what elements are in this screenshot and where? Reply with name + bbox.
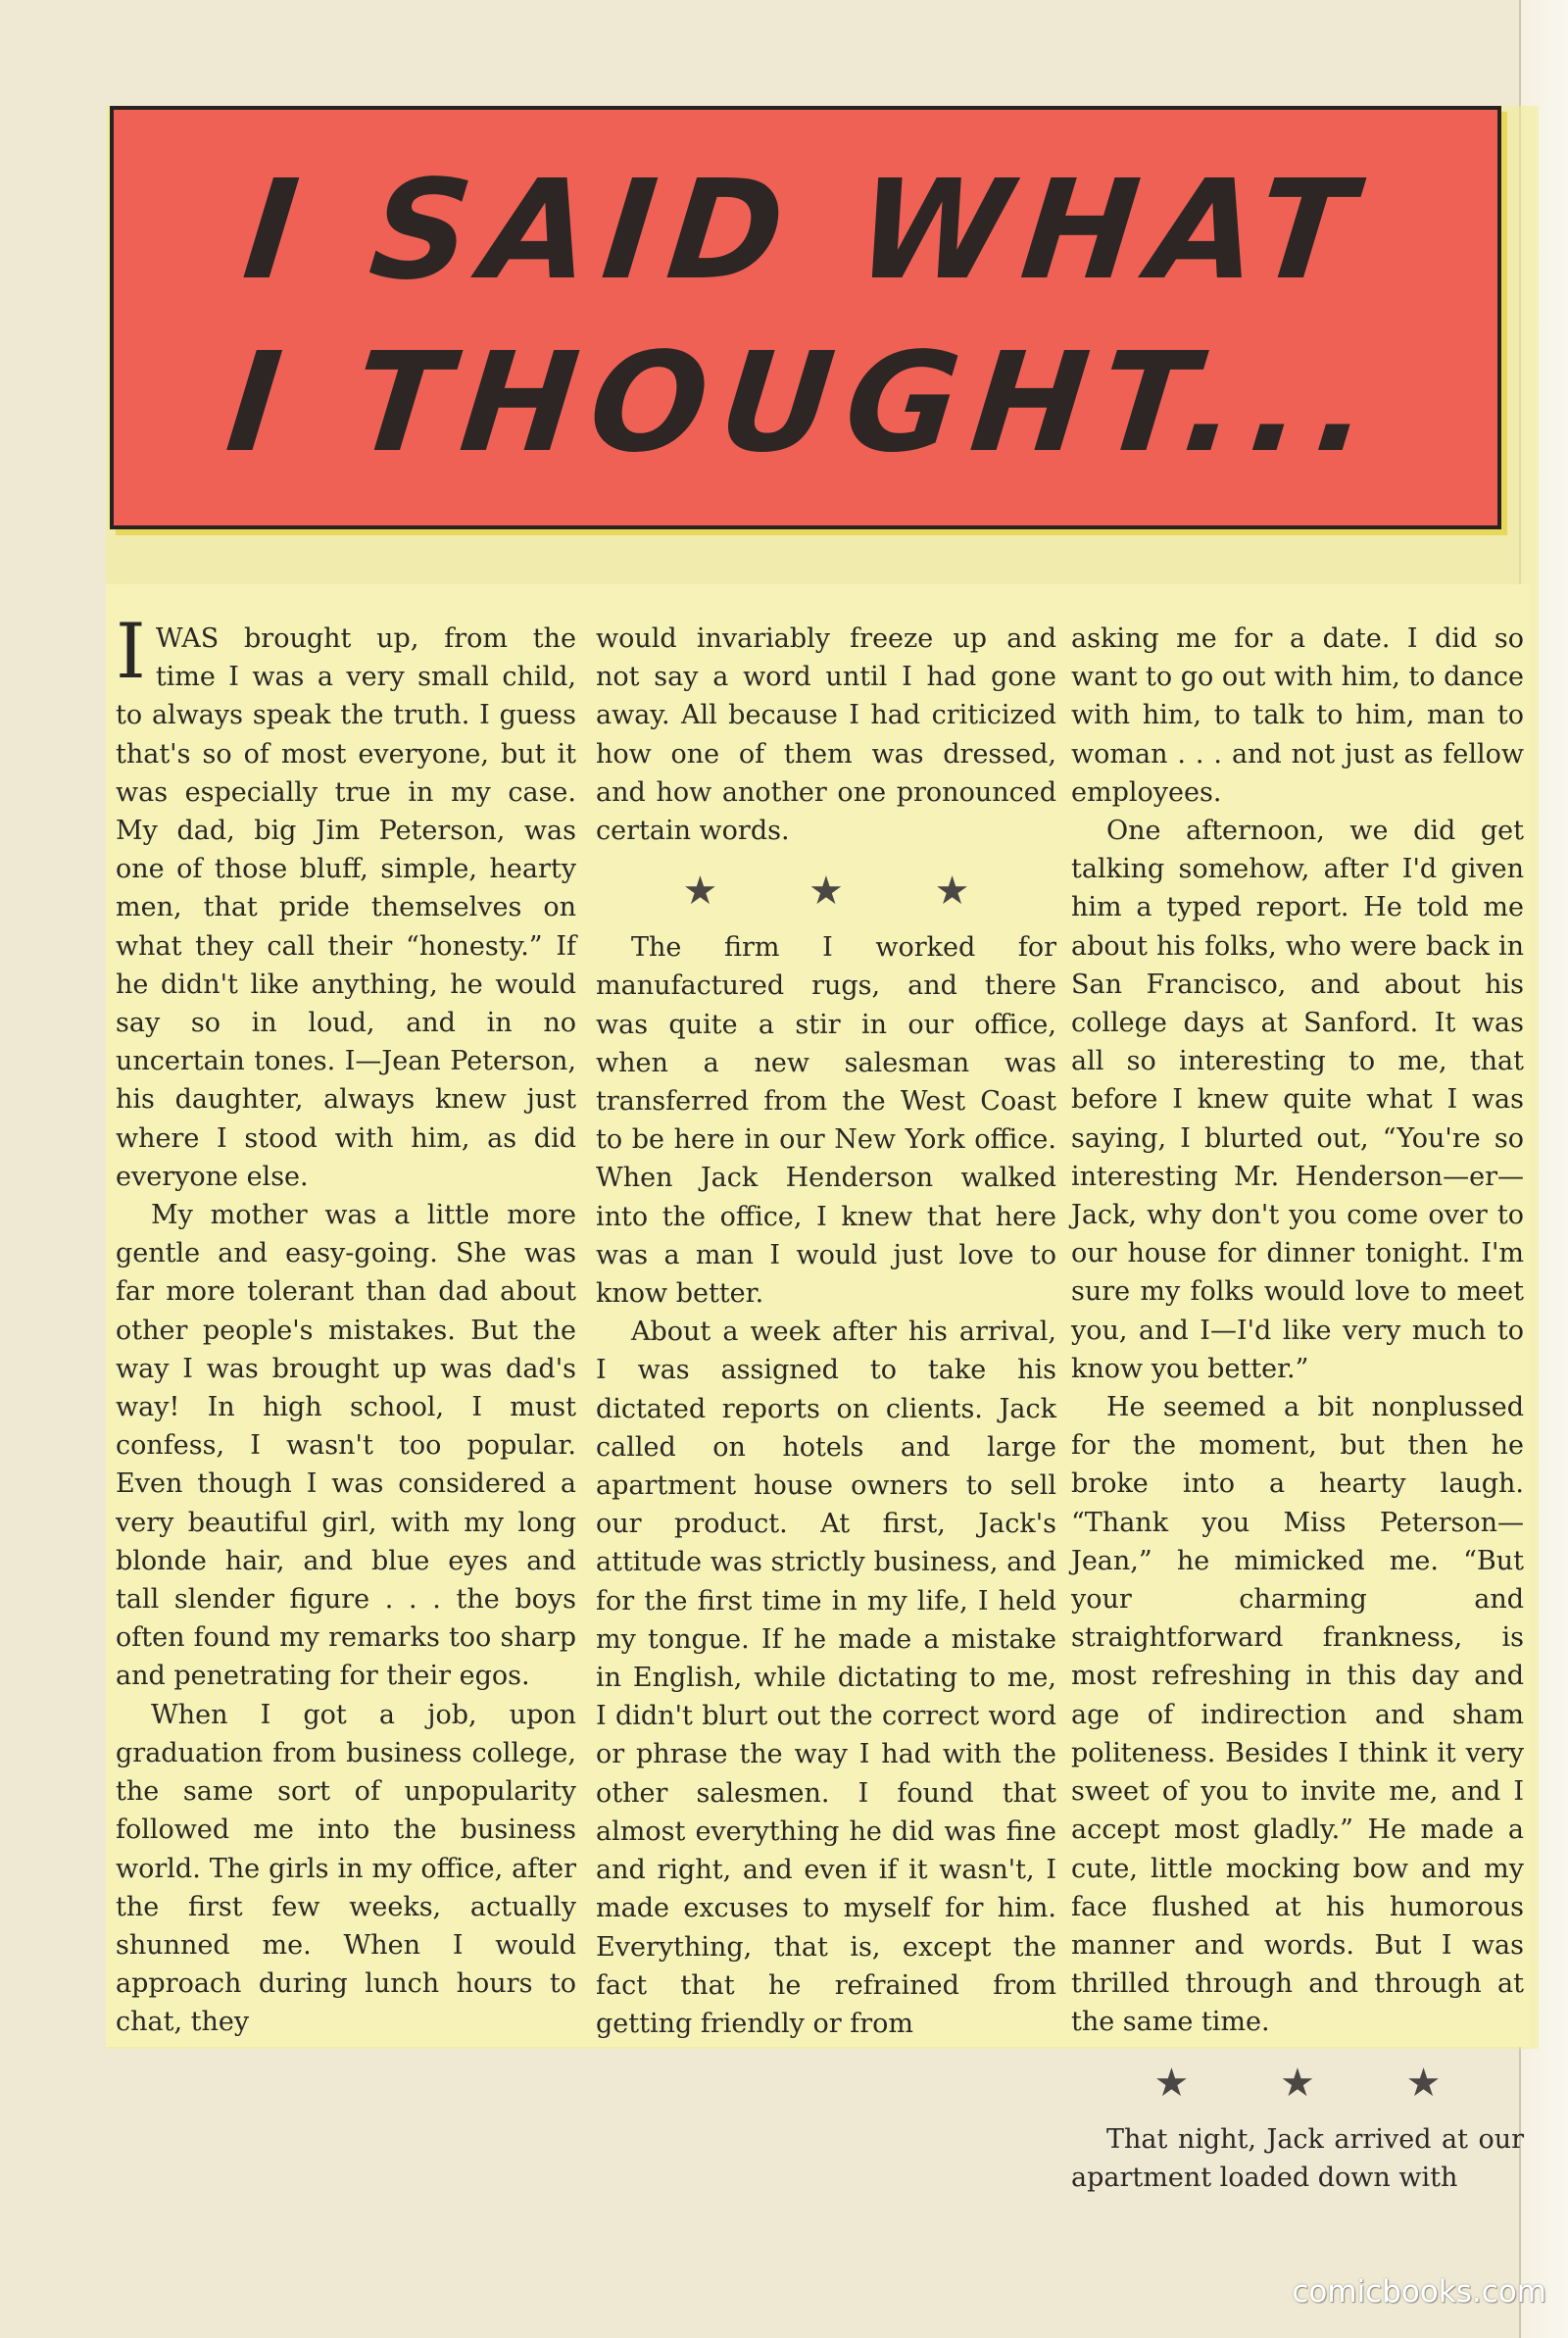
paragraph: That night, Jack arrived at our apartment loaded down with bbox=[1071, 2123, 1524, 2193]
star-separator: ★ ★ ★ bbox=[682, 869, 1009, 915]
paragraph: would invariably freeze up and not say a word until I had gone away. All because I had criticized how one of them was dressed, and how another one pronounced certain words. bbox=[596, 623, 1056, 847]
paragraph: My mother was a little more gentle and easy-going. She was far more tolerant than dad about other people's mistakes. But the way I was brought up was dad's way! In high school, I must confess, I wasn't too popular. Even though I was considered a very beautiful girl, with my long blonde hair, and blue eyes and tall slender figure . . . the boys often found my remarks too sharp and penetrating for their egos. bbox=[116, 1200, 576, 1692]
paragraph: He seemed a bit nonplussed for the moment, but then he broke into a hearty laugh. “Thank you Miss Peterson—Jean,” he mimicked me. “But your charming and straightforward frankness, is most refreshing in this day and age of indirection and sham politeness. Besides I think it very sweet of you to invite me, and I accept most gladly.” He made a cute, little mocking bow and my face flushed at his humorous manner and words. But I was thrilled through and through at the same time. bbox=[1071, 1392, 1524, 2038]
title-line-2: I THOUGHT... bbox=[220, 323, 1392, 483]
paragraph: asking me for a date. I did so want to go out with him, to dance with him, to talk to him, man to woman . . . and not just as fellow employees. bbox=[1071, 623, 1524, 808]
paragraph bbox=[116, 608, 576, 1196]
paragraph: When I got a job, upon graduation from business college, the same sort of unpopularity followed me into the business world. The girls in my office, after the first few weeks, actually shunned me. When I would approach during lunch hours to chat, they bbox=[116, 1699, 576, 2038]
title-banner bbox=[110, 106, 1501, 529]
paragraph: About a week after his arrival, I was assigned to take his dictated reports on clients. Jack called on hotels and large apartment house owners to sell our product. At first, Jack's attitude was strictly business, and for the first time in my life, I held my tongue. If he made a mistake in English, while dictating to me, I didn't blurt out the correct word or phrase the way I had with the other salesmen. I found that almost everything he did was fine and right, and even if it wasn't, I made excuses to myself for him. Everything, that is, except the fact that he refrained from getting friendly or from bbox=[596, 1317, 1056, 2039]
drop-cap: I bbox=[116, 608, 146, 696]
column-2 bbox=[596, 620, 1056, 2043]
column-3 bbox=[1071, 620, 1524, 2197]
watermark: comicbooks.com bbox=[1292, 2274, 1546, 2310]
title-line-1: I SAID WHAT bbox=[236, 151, 1375, 311]
star-separator: ★ ★ ★ bbox=[1153, 2060, 1481, 2106]
paragraph-text: WAS brought up, from the time I was a very small child, to always speak the truth. I guess that's so of most everyone, but it was especially true in my case. My dad, big Jim Peterson, was one of those bluff, simple, hearty men, that pride themselves on what they call their “honesty.” If he didn't like anything, he would say so in loud, and in no uncertain tones. I—Jean Peterson, his daughter, always knew just where I stood with him, as did everyone else. bbox=[116, 623, 576, 1192]
paragraph: The firm I worked for manufactured rugs, and there was quite a stir in our office, when a new salesman was transferred from the West Coast to be here in our New York office. When Jack Henderson walked into the office, I knew that here was a man I would just love to know better. bbox=[596, 932, 1056, 1310]
column-1 bbox=[116, 608, 576, 2042]
paragraph: One afternoon, we did get talking somehow, after I'd given him a typed report. He told me about his folks, who were back in San Francisco, and about his college days at Sanford. It was all so interesting to me, that before I knew quite what I was saying, I blurted out, “You're so interesting Mr. Henderson—er—Jack, why don't you come over to our house for dinner tonight. I'm sure my folks would love to meet you, and I—I'd like very much to know you better.” bbox=[1071, 816, 1524, 1384]
